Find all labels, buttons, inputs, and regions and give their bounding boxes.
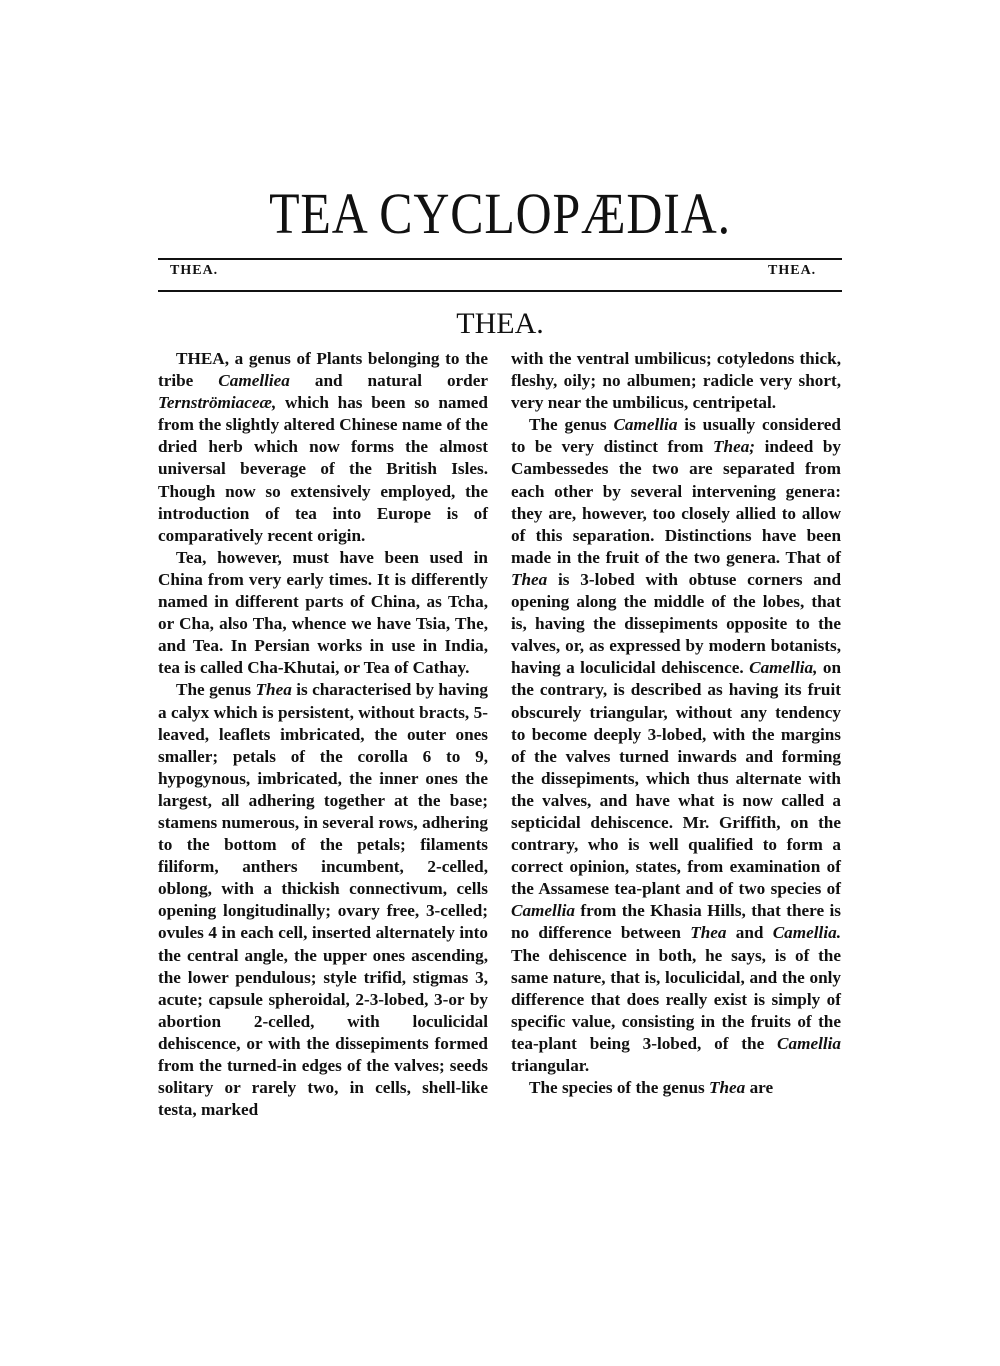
paragraph-genus-intro: THEA, a genus of Plants belonging to the tribe Camelliea and natural order Ternströmiaceæ, which has been so named from the slightly altered Chinese name of the dried herb which now forms the almost universal beverage of the British Isles. Though now so extensively employed, the introduction of tea into Europe is of comparatively recent origin. xyxy=(158,349,488,545)
book-title: TEA CYCLOPÆDIA. xyxy=(269,181,731,246)
running-head-left: THEA. xyxy=(170,263,219,278)
left-column xyxy=(158,348,488,1121)
paragraph-camellia-comparison: The genus Camellia is usually considered to be very distinct from Thea; indeed by Cambessedes the two are separated from each other by several intervening genera: they are, however, too closely allied to allow of this separation. Distinctions have been made in the fruit of the two genera. That of Thea is 3-lobed with obtuse corners and opening along the middle of the lobes, that is, having the dissepiments opposite to the valves, or, as expressed by modern botanists, having a loculicidal dehiscence. Camellia, on the contrary, is described as having its fruit obscurely triangular, without any tendency to become deeply 3-lobed, with the margins of the valves turned inwards and forming the dissepiments, which thus alternate with the valves, and have what is now called a septicidal dehiscence. Mr. Griffith, on the contrary, who is well qualified to form a correct opinion, states, from examination of the Assamese tea-plant and of two species of Camellia from the Khasia Hills, that there is no difference between Thea and Camellia. The dehiscence in both, he says, is of the same nature, that is, loculicidal, and the only difference that does really exist is simply of specific value, consisting in the fruits of the tea-plant being 3-lobed, of the Camellia triangular. xyxy=(511,415,841,1075)
running-head-right: THEA. xyxy=(768,263,817,278)
paragraph-continuation: with the ventral umbilicus; cotyledons thick, fleshy, oily; no albumen; radicle very short, very near the umbilicus, centripetal. xyxy=(511,349,841,413)
top-rule xyxy=(158,258,842,260)
right-column xyxy=(511,348,841,1099)
paragraph-species: The species of the genus Thea are xyxy=(529,1078,774,1098)
bottom-rule xyxy=(158,290,842,292)
section-title: THEA. xyxy=(456,307,544,340)
paragraph-china-names: Tea, however, must have been used in China from very early times. It is differently named in different parts of China, as Tcha, or Cha, also Tha, whence we have Tsia, The, and Tea. In Persian works in use in India, tea is called Cha-Khutai, or Tea of Cathay. xyxy=(158,547,488,678)
paragraph-genus-characters: The genus Thea is characterised by having a calyx which is persistent, without bracts, 5-leaved, leaflets imbricated, the outer ones smaller; petals of the corolla 6 to 9, hypogynous, imbricated, the inner ones the largest, all adhering together at the base; stamens numerous, in several rows, adhering to the bottom of the petals; filaments filiform, anthers incumbent, 2-celled, oblong, with a thickish connectivum, cells opening longitudinally; ovary free, 3-celled; ovules 4 in each cell, inserted alternately into the central angle, the upper ones ascending, the lower pendulous; style trifid, stigmas 3, acute; capsule spheroidal, 2-3-lobed, 3-or by abortion 2-celled, with loculicidal dehiscence, or with the dissepiments formed from the turned-in edges of the valves; seeds solitary or rarely two, in cells, shell-like testa, marked xyxy=(158,680,488,1120)
